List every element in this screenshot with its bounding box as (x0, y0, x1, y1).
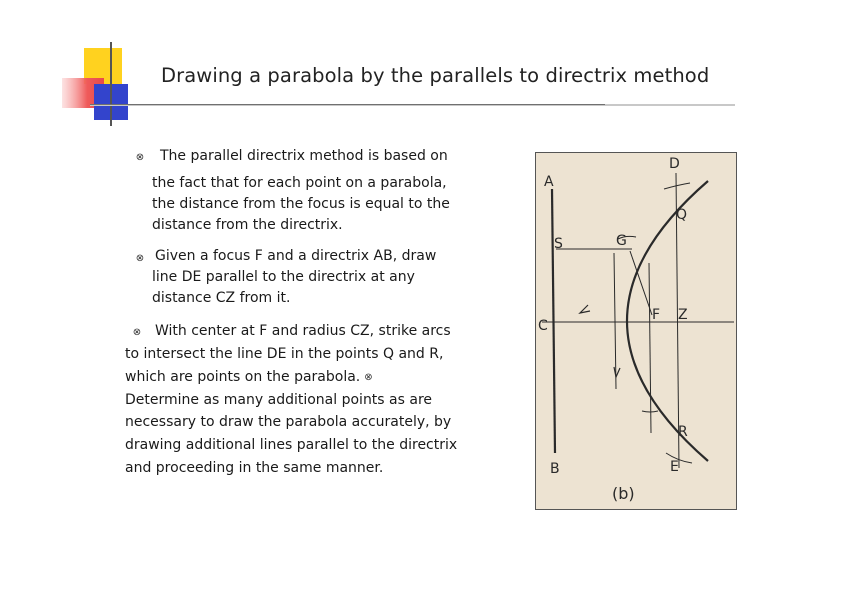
construction-line-2 (649, 263, 651, 433)
title-underline-dark (90, 104, 605, 105)
label-e: E (670, 459, 679, 475)
slide-logo-decoration (0, 0, 140, 130)
bullet-3-line-1: With center at F and radius CZ, strike arcs (155, 323, 451, 339)
bullet-4-line-2: necessary to draw the parabola accurately, by (125, 414, 452, 430)
label-d: D (669, 156, 680, 172)
bullet-3-line-3 (125, 367, 373, 389)
bullet-2-line-3: distance CZ from it. (152, 290, 291, 306)
circled-times-icon: ⊗ (135, 152, 145, 163)
label-c: C (538, 318, 548, 334)
label-z: Z (678, 307, 688, 323)
figure-caption: (b) (612, 484, 635, 503)
label-s: S (554, 236, 563, 252)
bullet-2-line-2: line DE parallel to the directrix at any (152, 269, 415, 285)
directrix-line-ab (552, 189, 555, 453)
arc-tick-mid-2 (642, 411, 658, 412)
arc-tick-q (664, 183, 690, 189)
bullet-4-line-4: and proceeding in the same manner. (125, 460, 384, 476)
label-f: F (652, 307, 661, 323)
label-g: G (616, 233, 627, 249)
curve-arrow-2 (614, 367, 620, 377)
label-a: A (544, 174, 554, 190)
logo-vertical-rule (110, 42, 112, 126)
label-r: R (678, 424, 688, 440)
label-q: Q (676, 207, 688, 223)
bullet-4-line-1: Determine as many additional points as are (125, 392, 433, 408)
slide-title: Drawing a parabola by the parallels to directrix method (161, 64, 710, 87)
bullet-1-line-4: distance from the directrix. (152, 217, 343, 233)
circled-times-icon: ⊗ (132, 327, 142, 338)
bullet-4-line-3: drawing additional lines parallel to the directrix (125, 437, 458, 453)
bullet-1-line-2: the fact that for each point on a parabola, (152, 175, 447, 191)
curve-arrow-1 (580, 305, 590, 313)
label-b: B (550, 461, 560, 477)
bullet-3-line-2: to intersect the line DE in the points Q and R, (125, 346, 444, 362)
bullet-3-line-3-text: which are points on the parabola. (125, 369, 361, 385)
circled-times-icon: ⊗ (135, 253, 145, 264)
bullet-1-line-3: the distance from the focus is equal to the (152, 196, 450, 212)
bullet-2-line-1: Given a focus F and a directrix AB, draw (155, 248, 437, 264)
parabola-diagram (536, 153, 736, 509)
parabola-figure (535, 152, 737, 510)
circled-times-icon: ⊗ (364, 372, 373, 383)
bullet-1-line-1: The parallel directrix method is based on (160, 148, 448, 164)
parabola-curve (627, 181, 708, 461)
